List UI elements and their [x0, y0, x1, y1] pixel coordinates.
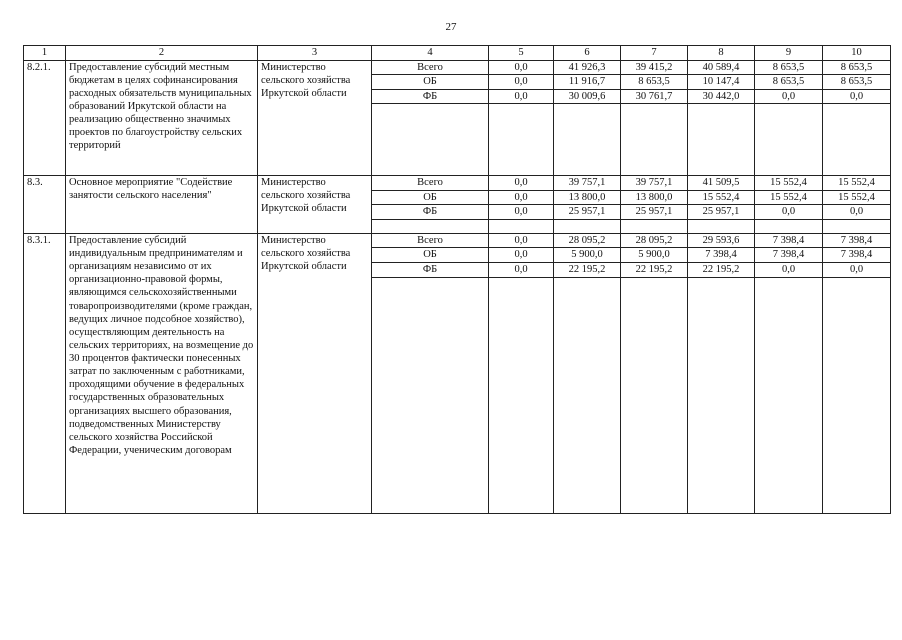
column-number: 8	[688, 46, 755, 61]
funding-source: Всего	[372, 60, 489, 75]
funding-source: ФБ	[372, 205, 489, 220]
value-cell: 28 095,2	[554, 233, 621, 248]
value-cell: 11 916,7	[554, 75, 621, 90]
value-cell: 15 552,4	[688, 190, 755, 205]
value-cell: 0,0	[489, 176, 554, 191]
column-number: 10	[823, 46, 891, 61]
column-number: 6	[554, 46, 621, 61]
value-cell: 8 653,5	[755, 60, 823, 75]
item-name: Предоставление субсидий индивидуальным предпринимателям и организациям независимо от их организационно-правовой формы, являющимся сельскохозяйственными товаропроизводителями (кроме граждан, ведущих личное подсобное хозяйство), осуществляющим деятельность на сельских территориях, на возмещение до 30 процентов фактически понесенных затрат по заключенным с работниками, проходящими обучение в федеральных государственных образовательных организациях высшего образования, подведомственных Министерству сельского хозяйства Российской Федерации, ученическим договорам	[66, 233, 258, 513]
page-number: 27	[445, 21, 457, 33]
value-cell: 25 957,1	[554, 205, 621, 220]
table-row	[24, 176, 891, 191]
value-cell: 28 095,2	[621, 233, 688, 248]
value-cell: 0,0	[823, 262, 891, 277]
value-cell: 0,0	[489, 233, 554, 248]
value-cell: 8 653,5	[755, 75, 823, 90]
value-cell: 10 147,4	[688, 75, 755, 90]
value-cell: 5 900,0	[554, 248, 621, 263]
value-cell: 15 552,4	[823, 176, 891, 191]
value-cell: 0,0	[489, 190, 554, 205]
value-cell: 25 957,1	[621, 205, 688, 220]
value-cell: 13 800,0	[621, 190, 688, 205]
item-executor: Министерство сельского хозяйства Иркутской области	[258, 176, 372, 234]
value-cell: 22 195,2	[554, 262, 621, 277]
funding-source: Всего	[372, 233, 489, 248]
value-cell: 5 900,0	[621, 248, 688, 263]
value-cell: 8 653,5	[823, 75, 891, 90]
value-cell: 13 800,0	[554, 190, 621, 205]
value-cell: 41 509,5	[688, 176, 755, 191]
value-cell: 15 552,4	[755, 190, 823, 205]
value-cell: 0,0	[823, 89, 891, 104]
value-cell: 7 398,4	[755, 233, 823, 248]
value-cell: 25 957,1	[688, 205, 755, 220]
column-number-row	[24, 46, 891, 61]
value-cell: 0,0	[489, 89, 554, 104]
value-cell: 0,0	[755, 89, 823, 104]
value-cell: 22 195,2	[688, 262, 755, 277]
value-cell: 30 761,7	[621, 89, 688, 104]
value-cell: 41 926,3	[554, 60, 621, 75]
value-cell: 8 653,5	[621, 75, 688, 90]
value-cell: 29 593,6	[688, 233, 755, 248]
item-code: 8.3.	[24, 176, 66, 234]
budget-table	[23, 45, 891, 514]
value-cell: 39 757,1	[554, 176, 621, 191]
value-cell: 15 552,4	[755, 176, 823, 191]
column-number: 5	[489, 46, 554, 61]
value-cell: 0,0	[489, 205, 554, 220]
value-cell: 8 653,5	[823, 60, 891, 75]
column-number: 1	[24, 46, 66, 61]
value-cell: 30 442,0	[688, 89, 755, 104]
value-cell: 39 415,2	[621, 60, 688, 75]
column-number: 7	[621, 46, 688, 61]
item-code: 8.2.1.	[24, 60, 66, 176]
table-row	[24, 233, 891, 248]
value-cell: 40 589,4	[688, 60, 755, 75]
funding-source: ФБ	[372, 89, 489, 104]
funding-source: ОБ	[372, 75, 489, 90]
value-cell: 0,0	[823, 205, 891, 220]
value-cell: 0,0	[489, 75, 554, 90]
value-cell: 0,0	[489, 248, 554, 263]
value-cell: 7 398,4	[755, 248, 823, 263]
value-cell: 0,0	[755, 205, 823, 220]
value-cell: 0,0	[489, 262, 554, 277]
value-cell: 7 398,4	[823, 248, 891, 263]
funding-source: ОБ	[372, 248, 489, 263]
item-name: Предоставление субсидий местным бюджетам в целях софинансирования расходных обязательств муниципальных образований Иркутской области на реализацию общественно значимых проектов по благоустройству сельских территорий	[66, 60, 258, 176]
funding-source: ФБ	[372, 262, 489, 277]
value-cell: 22 195,2	[621, 262, 688, 277]
value-cell: 0,0	[755, 262, 823, 277]
column-number: 2	[66, 46, 258, 61]
item-executor: Министерство сельского хозяйства Иркутской области	[258, 233, 372, 513]
funding-source: Всего	[372, 176, 489, 191]
value-cell: 15 552,4	[823, 190, 891, 205]
value-cell: 7 398,4	[688, 248, 755, 263]
value-cell: 7 398,4	[823, 233, 891, 248]
value-cell: 0,0	[489, 60, 554, 75]
item-name: Основное мероприятие "Содействие занятости сельского населения"	[66, 176, 258, 234]
value-cell: 30 009,6	[554, 89, 621, 104]
column-number: 9	[755, 46, 823, 61]
column-number: 3	[258, 46, 372, 61]
item-executor: Министерство сельского хозяйства Иркутской области	[258, 60, 372, 176]
funding-source: ОБ	[372, 190, 489, 205]
value-cell: 39 757,1	[621, 176, 688, 191]
item-code: 8.3.1.	[24, 233, 66, 513]
table-row	[24, 60, 891, 75]
column-number: 4	[372, 46, 489, 61]
